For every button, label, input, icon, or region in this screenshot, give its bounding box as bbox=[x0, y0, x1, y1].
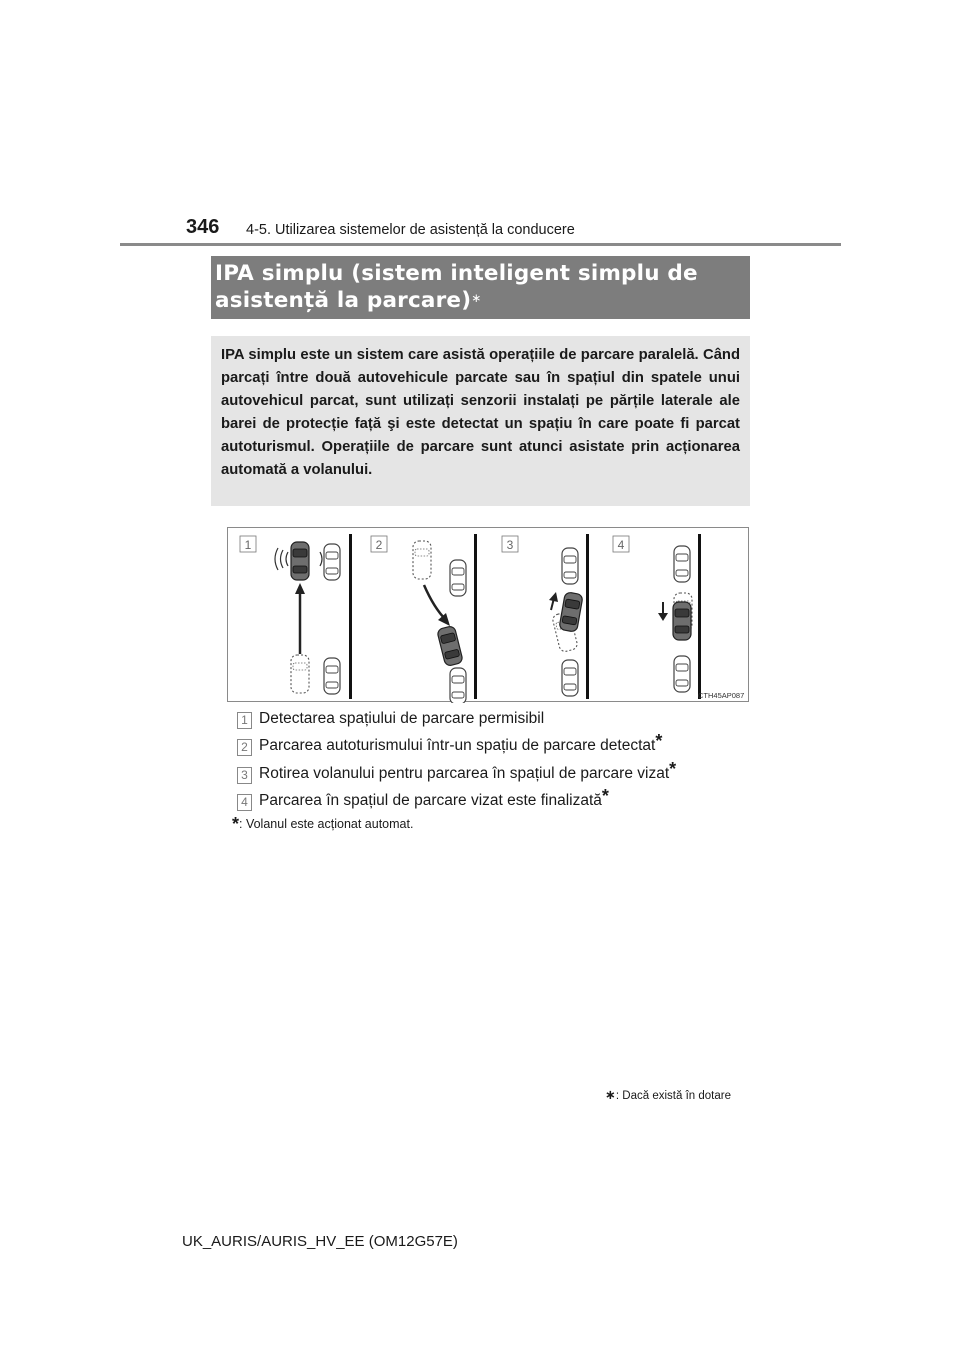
caption-text: Rotirea volanului pentru parcarea în spațiul de parcare vizat bbox=[259, 765, 670, 782]
panel-label-3 bbox=[502, 536, 518, 552]
asterisk-marker: * bbox=[655, 731, 663, 751]
caption-text: Detectarea spațiului de parcare permisibil bbox=[259, 710, 545, 727]
caption-3 bbox=[237, 759, 677, 786]
optional-equipment-text: : Dacă există în dotare bbox=[615, 1090, 731, 1102]
ghost-car-icon bbox=[413, 541, 431, 579]
caption-number: 1 bbox=[237, 712, 252, 729]
parking-illustration bbox=[227, 527, 749, 702]
intro-box bbox=[211, 336, 750, 506]
curb-line-2 bbox=[474, 534, 477, 699]
page-number: 346 bbox=[186, 216, 220, 238]
panel-label-1 bbox=[240, 536, 256, 552]
parked-car-icon bbox=[674, 656, 690, 692]
parked-car-icon bbox=[324, 658, 340, 694]
page-title bbox=[211, 256, 750, 319]
curb-line-3 bbox=[586, 534, 589, 699]
section-header: 4-5. Utilizarea sistemelor de asistență la conducere bbox=[246, 222, 575, 238]
asterisk-marker: * bbox=[601, 786, 609, 806]
arrow-head-icon bbox=[549, 592, 558, 602]
parked-car-icon bbox=[450, 560, 466, 596]
parking-diagram bbox=[228, 528, 750, 703]
asterisk-marker: * bbox=[669, 759, 677, 779]
caption-2 bbox=[237, 731, 663, 758]
optional-equipment-marker: ∗ bbox=[471, 291, 482, 305]
optional-equipment-note bbox=[605, 1087, 731, 1103]
curb-line-1 bbox=[349, 534, 352, 699]
parked-car-icon bbox=[562, 548, 578, 584]
path-arrow bbox=[424, 585, 446, 620]
asterisk-marker: ∗ bbox=[605, 1087, 616, 1102]
own-car-icon bbox=[673, 602, 691, 640]
page-title-line-2 bbox=[215, 287, 750, 314]
page-title-line-1: IPA simplu (sistem inteligent simplu de bbox=[215, 261, 698, 286]
parked-car-icon bbox=[324, 544, 340, 580]
arrow-head-icon bbox=[438, 613, 450, 626]
arrow-head-icon bbox=[295, 583, 305, 594]
caption-1 bbox=[237, 710, 544, 729]
panel-label-2 bbox=[371, 536, 387, 552]
footer-document-code: UK_AURIS/AURIS_HV_EE (OM12G57E) bbox=[182, 1233, 458, 1250]
figure-code: CTH45AP087 bbox=[698, 691, 745, 700]
parked-car-icon bbox=[562, 660, 578, 696]
svg-text:3: 3 bbox=[506, 538, 514, 552]
caption-text: Parcarea autoturismului într-un spațiu de parcare detectat bbox=[259, 737, 656, 754]
footnote bbox=[232, 812, 413, 833]
svg-text:2: 2 bbox=[375, 538, 383, 552]
ghost-car-icon bbox=[291, 655, 309, 693]
asterisk-marker: * bbox=[232, 814, 240, 834]
own-car-icon bbox=[559, 592, 583, 633]
curb-line-4 bbox=[698, 534, 701, 699]
caption-text: Parcarea în spațiul de parcare vizat este finalizată bbox=[259, 792, 602, 809]
panel-label-4 bbox=[613, 536, 629, 552]
svg-text:1: 1 bbox=[244, 538, 252, 552]
intro-text: IPA simplu este un sistem care asistă operațiile de parcare paralelă. Când parcați între două autovehicule parcate sau în spațiul din spatele unui autovehicul parcat, sunt utilizați senzorii instalați pe părțile laterale ale barei de protecție față şi este detectat un spațiu în care poate fi parcat autoturismul. Operațiile de parcare sunt atunci asistate prin acționarea automată a volanului. bbox=[221, 347, 740, 478]
own-car-icon bbox=[437, 625, 464, 666]
caption-number: 2 bbox=[237, 739, 252, 756]
svg-text:4: 4 bbox=[617, 538, 625, 552]
caption-4 bbox=[237, 786, 609, 813]
own-car-icon bbox=[291, 542, 309, 580]
footnote-text: : Volanul este acționat automat. bbox=[239, 817, 414, 831]
parked-car-icon bbox=[674, 546, 690, 582]
caption-number: 4 bbox=[237, 794, 252, 811]
page-title-text: asistență la parcare) bbox=[215, 288, 472, 313]
header-divider bbox=[120, 243, 841, 246]
parked-car-icon bbox=[450, 668, 466, 703]
caption-number: 3 bbox=[237, 767, 252, 784]
arrow-head-icon bbox=[658, 613, 668, 621]
